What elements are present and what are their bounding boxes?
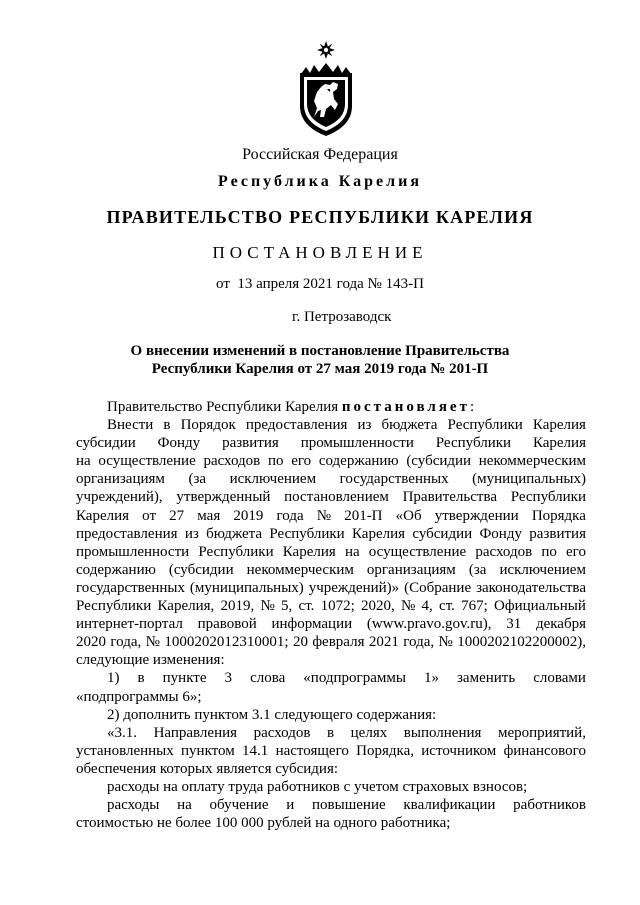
word: обучение (209, 797, 269, 814)
word: Порядок (180, 417, 236, 434)
word: исключением (499, 561, 586, 578)
word: от (142, 507, 157, 524)
body-line (76, 543, 586, 561)
word: субсидии (412, 525, 473, 542)
word: на (344, 543, 360, 560)
word: (за (468, 561, 487, 578)
body-line (76, 742, 586, 760)
word: его (291, 453, 312, 470)
word: «Об (395, 507, 422, 524)
word: (муниципальных) (189, 579, 304, 596)
government-name: ПРАВИТЕЛЬСТВО РЕСПУБЛИКИ КАРЕЛИЯ (106, 207, 534, 227)
body-line (76, 669, 586, 687)
document-date-number: от 13 апреля 2021 года № 143-П (216, 276, 424, 292)
word: «3.1. (107, 724, 137, 741)
word: № (145, 634, 160, 651)
word: субсидии (76, 435, 136, 452)
word: Карелия (351, 525, 406, 542)
word: (Собрание (404, 579, 472, 596)
word: № (260, 598, 275, 615)
word: содержанию (76, 561, 156, 578)
country-name: Российская Федерация (242, 146, 398, 163)
word: Республики (76, 598, 152, 615)
title-line-1: О внесении изменений в постановление Правительства (130, 343, 510, 359)
body-line (76, 507, 586, 525)
word: из (357, 417, 372, 434)
word: исключением (229, 471, 317, 488)
word: по (541, 543, 557, 560)
word: Республики (435, 435, 512, 452)
word: организациям (366, 561, 456, 578)
word: Карелия (282, 543, 336, 560)
word: правовой (197, 616, 257, 633)
body-line (76, 796, 586, 814)
word: повышение (312, 797, 386, 814)
body-line (76, 597, 586, 615)
word: мероприятий, (497, 724, 586, 741)
body-line (76, 525, 586, 543)
body-line (76, 561, 586, 579)
word: мая (197, 507, 221, 524)
word: интернет-портал (76, 616, 183, 633)
word: настоящего (275, 742, 349, 759)
word: и (286, 797, 295, 814)
word: промышленности (76, 543, 190, 560)
body-line: обеспечения которых является субсидия: (76, 760, 339, 777)
preamble-keyword: постановляет (341, 399, 470, 415)
body-line (76, 633, 586, 651)
word: утверждении (434, 507, 519, 524)
word: Карелия (76, 507, 130, 524)
body-lines (76, 416, 586, 832)
word: в (137, 670, 145, 687)
word: развития (529, 525, 586, 542)
word: на (76, 453, 91, 470)
word: Фонду (157, 435, 201, 452)
word: некоммерческим (478, 453, 586, 470)
word: выполнения (403, 724, 482, 741)
word: 2020, (361, 598, 395, 615)
document-body (76, 398, 586, 832)
word: заменить (457, 670, 516, 687)
body-line (76, 579, 586, 597)
preamble-suffix: : (469, 399, 475, 415)
word: содержанию (318, 453, 399, 470)
word: государственных (76, 579, 185, 596)
word: осуществление (98, 453, 196, 470)
word: года (276, 507, 304, 524)
body-line (76, 416, 586, 434)
word: Порядка (531, 507, 586, 524)
word: декабря (535, 616, 586, 633)
word: государственных (339, 471, 449, 488)
word: предоставления (76, 525, 178, 542)
word: некоммерческим (246, 561, 354, 578)
word: ст. (298, 598, 315, 615)
word: 31 (506, 616, 522, 633)
word: Карелия (532, 435, 586, 452)
body-line: расходы на оплату труда работников с учетом страховых взносов; (107, 778, 528, 795)
word: словами (533, 670, 586, 687)
word: осуществление (368, 543, 467, 560)
word: слова (250, 670, 286, 687)
title-line-2: Республики Карелия от 27 мая 2019 года № 201-П (151, 361, 489, 377)
word: года, (110, 634, 142, 651)
preamble (76, 398, 586, 416)
body-line: следующие изменения: (76, 652, 225, 669)
word: 20 (292, 634, 308, 651)
word: в (327, 724, 335, 741)
body-line (76, 724, 586, 742)
word: 2019 (233, 507, 264, 524)
word: 2020 (76, 634, 106, 651)
word: предоставления (245, 417, 348, 434)
word: пункте (162, 670, 207, 687)
word: 27 (169, 507, 185, 524)
body-line: стоимостью не более 100 000 рублей на одного работника; (76, 815, 451, 832)
word: года, (403, 634, 435, 651)
word: 201-П (344, 507, 383, 524)
coat-of-arms-icon (297, 40, 355, 138)
word: февраля (312, 634, 365, 651)
word: № (316, 507, 332, 524)
word: бюджета (206, 525, 263, 542)
word: утвержденный (176, 489, 271, 506)
word: Фонду (479, 525, 522, 542)
word: бюджета (381, 417, 438, 434)
word: № (401, 598, 416, 615)
body-line (76, 615, 586, 633)
body-line (76, 452, 586, 470)
word: (субсидии (168, 561, 234, 578)
word: Внести (107, 417, 154, 434)
body-line: 2) дополнить пунктом 3.1 следующего содержания: (107, 706, 437, 723)
word: 3 (224, 670, 233, 687)
republic-name: Республика Карелия (218, 173, 422, 190)
word: 2019, (220, 598, 255, 615)
word: (www.pravo.gov.ru), (366, 616, 492, 633)
word: Республики (198, 543, 274, 560)
word: ст. (439, 598, 455, 615)
word: 14.1 (242, 742, 269, 759)
word: 1000202102200002), (457, 634, 586, 651)
word: из (184, 525, 199, 542)
word: № (438, 634, 453, 651)
body-line (76, 434, 586, 452)
word: финансового (503, 742, 586, 759)
word: работников (513, 797, 586, 814)
word: Официальный (494, 598, 586, 615)
preamble-prefix: Правительство Республики Карелия (107, 399, 339, 415)
word: учреждений), (76, 489, 163, 506)
body-line (76, 488, 586, 506)
word: расходов (475, 543, 533, 560)
word: 767; (461, 598, 488, 615)
word: (муниципальных) (472, 471, 586, 488)
word: организациям (76, 471, 165, 488)
word: Карелия (532, 417, 586, 434)
word: «подпрограммы (303, 670, 406, 687)
word: пунктом (181, 742, 235, 759)
word: законодательства (476, 579, 586, 596)
word: 4, (421, 598, 433, 615)
document-title (0, 342, 640, 378)
word: расходов (253, 724, 311, 741)
word: (субсидии (406, 453, 472, 470)
word: целях (350, 724, 388, 741)
word: расходов (203, 453, 261, 470)
document-city: г. Петрозаводск (292, 309, 392, 325)
word: его (566, 543, 586, 560)
word: информации (271, 616, 353, 633)
word: расходы (107, 797, 160, 814)
word: развития (222, 435, 279, 452)
word: Республики (447, 417, 523, 434)
body-line: «подпрограммы 6»; (76, 688, 202, 705)
word: постановлением (284, 489, 389, 506)
word: Республики (269, 525, 345, 542)
word: Порядка, (356, 742, 414, 759)
word: 1072; (320, 598, 355, 615)
word: Направления (153, 724, 238, 741)
document-type: ПОСТАНОВЛЕНИЕ (212, 243, 428, 262)
word: (за (188, 471, 207, 488)
word: Карелия, (157, 598, 215, 615)
word: источником (421, 742, 497, 759)
word: по (267, 453, 284, 470)
word: 5, (281, 598, 293, 615)
word: Республики (510, 489, 586, 506)
word: промышленности (300, 435, 414, 452)
word: Правительства (402, 489, 497, 506)
word: в (163, 417, 171, 434)
word: 1) (107, 670, 120, 687)
word: 2021 (368, 634, 399, 651)
word: 1000202012310001; (164, 634, 289, 651)
word: на (177, 797, 192, 814)
word: квалификации (403, 797, 496, 814)
word: установленных (76, 742, 174, 759)
body-line (76, 470, 586, 488)
word: 1» (423, 670, 439, 687)
word: учреждений)» (308, 579, 400, 596)
